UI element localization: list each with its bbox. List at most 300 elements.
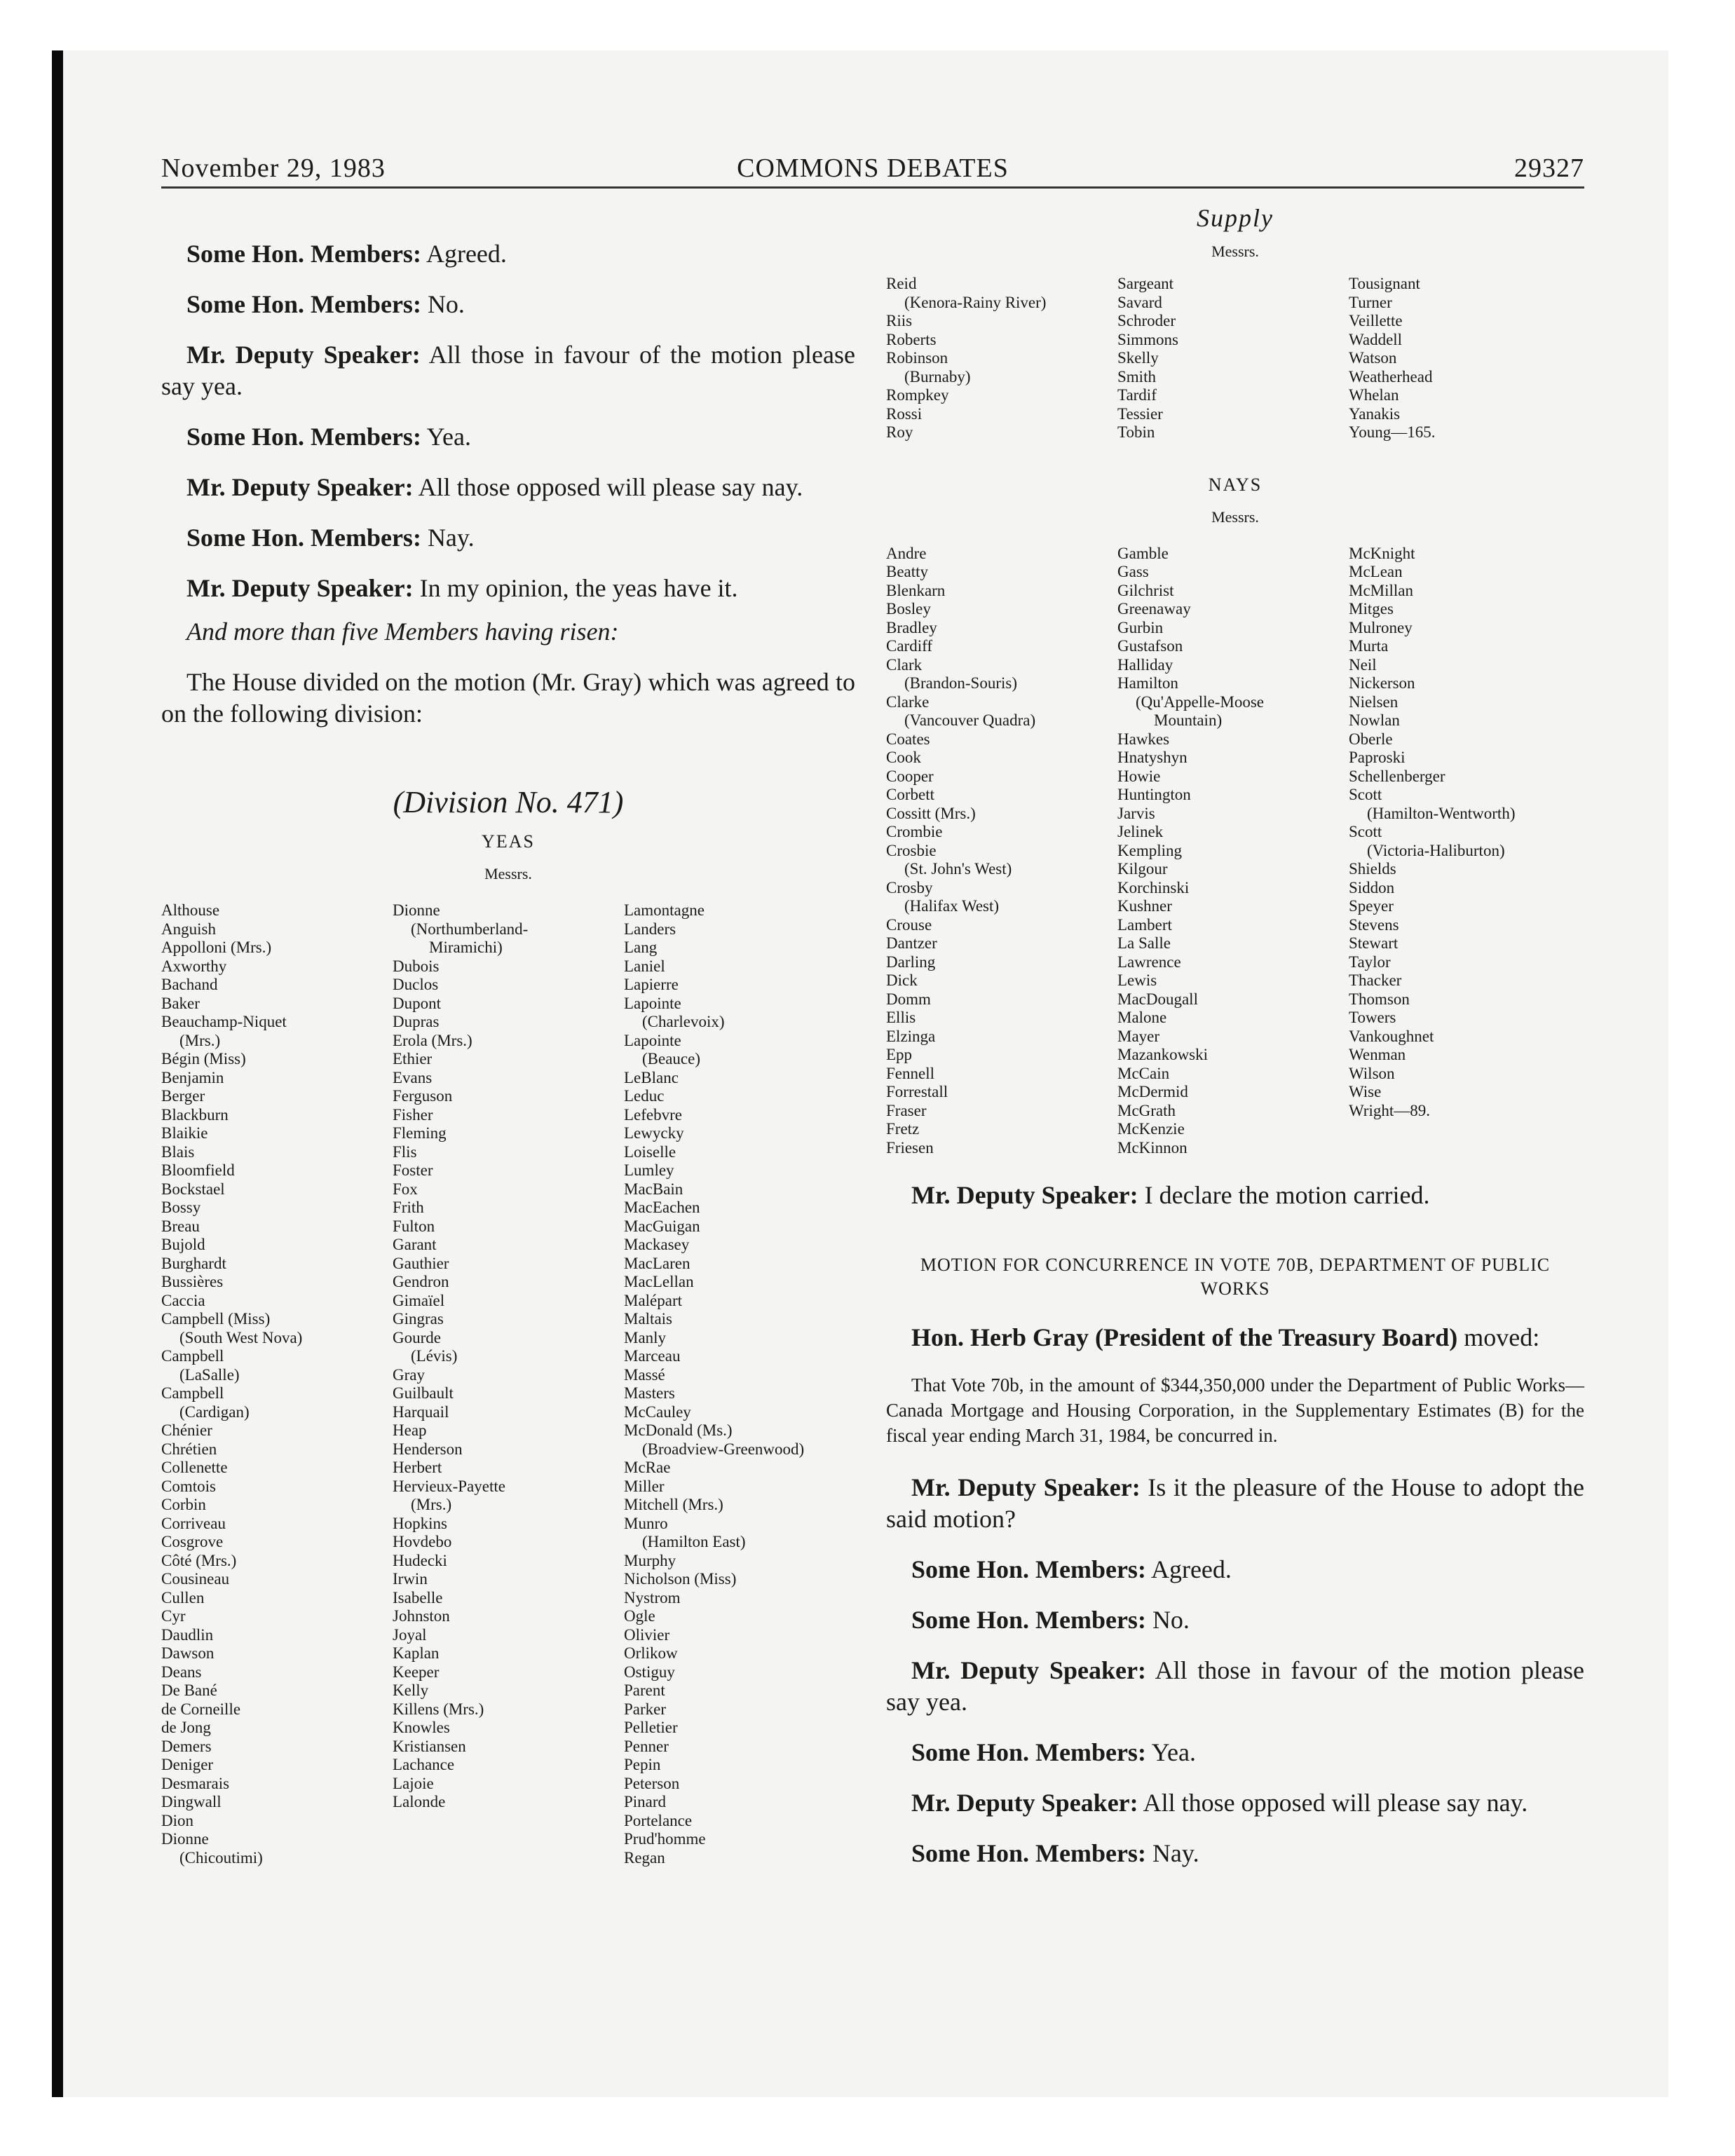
speaker-name: Mr. Deputy Speaker: <box>911 1181 1138 1209</box>
yeas-column-3 <box>624 901 855 1867</box>
member-name: Kaplan <box>393 1644 440 1662</box>
member-name: Beauchamp-Niquet <box>161 1013 287 1030</box>
member-name: Massé <box>624 1365 665 1384</box>
speech-paragraph <box>161 339 855 402</box>
member-name: Herbert <box>393 1459 442 1476</box>
member-name: Killens (Mrs.) <box>393 1700 484 1718</box>
speaker-name: Some Hon. Members: <box>186 290 421 318</box>
member-name: Mayer <box>1117 1027 1160 1045</box>
member-name: Gustafson <box>1117 637 1183 655</box>
member-name: Campbell <box>161 1384 224 1402</box>
member-name: Nystrom <box>624 1588 681 1606</box>
messrs-label: Messrs. <box>1211 507 1259 526</box>
member-name: Wenman <box>1349 1046 1406 1063</box>
member-name: Taylor <box>1349 953 1391 971</box>
member-name: Olivier <box>624 1625 670 1644</box>
member-name: Huntington <box>1117 786 1191 803</box>
stage-direction: And more than five Members having risen: <box>186 618 619 646</box>
member-name: Forrestall <box>886 1083 948 1100</box>
member-name: Gilchrist <box>1117 581 1174 599</box>
member-name: Cooper <box>886 767 934 785</box>
yeas-heading: YEAS <box>482 831 535 852</box>
member-name: Halliday <box>1117 655 1173 674</box>
speech-text: All those opposed will please say nay. <box>1138 1789 1528 1817</box>
member-name: Gauthier <box>393 1254 449 1272</box>
member-name: (Beauce) <box>642 1050 700 1067</box>
speech-paragraph <box>161 522 855 554</box>
speaker-name: Hon. Herb Gray (President of the Treasury Board) <box>911 1323 1458 1351</box>
member-name: Bujold <box>161 1236 205 1253</box>
member-name: Korchinski <box>1117 878 1190 896</box>
member-name: Hervieux-Payette <box>393 1477 505 1495</box>
speech-text: All those opposed will please say nay. <box>413 473 803 501</box>
member-name: Nickerson <box>1349 674 1415 692</box>
member-name: Bossy <box>161 1199 201 1216</box>
member-name: Burghardt <box>161 1254 226 1272</box>
member-name: LeBlanc <box>624 1068 679 1086</box>
speech-paragraph <box>161 421 855 453</box>
member-name: De Bané <box>161 1681 217 1699</box>
member-name: Leduc <box>624 1087 665 1105</box>
yeas-column-1 <box>161 901 393 1867</box>
messrs-label: Messrs. <box>484 865 532 882</box>
member-name: Ostiguy <box>624 1663 675 1681</box>
yeas-continued-column-1 <box>886 275 1117 442</box>
member-name: (LaSalle) <box>179 1365 240 1384</box>
member-name: MacBain <box>624 1180 683 1198</box>
member-name: Blackburn <box>161 1105 229 1124</box>
member-name: Nielsen <box>1349 692 1399 711</box>
member-name: Neil <box>1349 655 1377 674</box>
member-name: Shields <box>1349 860 1396 878</box>
member-name: Breau <box>161 1217 200 1235</box>
member-name: Murta <box>1349 637 1389 655</box>
member-name: Evans <box>393 1068 433 1086</box>
member-name: Harquail <box>393 1403 449 1421</box>
member-name: Gray <box>393 1365 425 1384</box>
member-name: (St. John's West) <box>904 860 1012 878</box>
member-name: Fennell <box>886 1064 934 1082</box>
member-name: Lambert <box>1117 915 1172 934</box>
speech-paragraph <box>886 1604 1584 1636</box>
member-name: Fleming <box>393 1124 447 1142</box>
member-name: (Brandon-Souris) <box>904 674 1017 692</box>
speech-text: Nay. <box>1145 1839 1199 1867</box>
member-name: (Halifax West) <box>904 897 1000 915</box>
member-name: Knowles <box>393 1719 450 1736</box>
member-name: Crosbie <box>886 841 937 859</box>
member-name: Bussières <box>161 1273 224 1290</box>
member-name: (Northumberland- <box>411 920 529 938</box>
member-name: Dionne <box>161 1830 209 1848</box>
member-name: Cosgrove <box>161 1533 224 1550</box>
member-name: Beatty <box>886 563 929 580</box>
member-name: Kilgour <box>1117 860 1168 878</box>
member-name: Dupont <box>393 994 441 1012</box>
member-name: Jarvis <box>1117 804 1155 822</box>
member-name: Althouse <box>161 901 220 919</box>
member-name: MacDougall <box>1117 990 1198 1008</box>
member-name: (Hamilton-Wentworth) <box>1367 804 1516 822</box>
member-name: Whelan <box>1349 386 1399 404</box>
member-name: Axworthy <box>161 957 227 975</box>
member-name: (Chicoutimi) <box>179 1848 263 1867</box>
member-name: Lachance <box>393 1756 455 1773</box>
member-name: Rompkey <box>886 386 949 404</box>
member-name: Scott <box>1349 823 1382 840</box>
member-name: Hopkins <box>393 1514 447 1532</box>
member-name: Kempling <box>1117 841 1182 859</box>
member-name: Fox <box>393 1180 418 1198</box>
member-name: Flis <box>393 1142 417 1161</box>
member-name: Guilbault <box>393 1384 454 1402</box>
member-name: Schroder <box>1117 312 1176 329</box>
member-name: Ferguson <box>393 1087 453 1105</box>
member-name: Hamilton <box>1117 674 1178 692</box>
member-name: Marceau <box>624 1347 681 1365</box>
member-name: Robinson <box>886 349 948 367</box>
member-name: Darling <box>886 953 936 971</box>
member-name: Ellis <box>886 1009 916 1026</box>
member-name: (Kenora-Rainy River) <box>904 293 1047 311</box>
member-name: Tobin <box>1117 423 1155 441</box>
member-name: Mackasey <box>624 1236 690 1253</box>
member-name: MacGuigan <box>624 1217 700 1235</box>
member-name: Lajoie <box>393 1774 434 1792</box>
member-name: Hnatyshyn <box>1117 749 1188 766</box>
member-name: Heap <box>393 1421 427 1439</box>
speech-text: I declare the motion carried. <box>1138 1181 1430 1209</box>
division-title: (Division No. 471) <box>393 785 624 819</box>
member-name: Pepin <box>624 1756 661 1773</box>
member-name: Blais <box>161 1142 195 1161</box>
member-name: (Cardigan) <box>179 1403 250 1421</box>
member-name: de Jong <box>161 1719 211 1736</box>
yeas-continued-column-2 <box>1117 275 1349 442</box>
member-name: Lamontagne <box>624 901 705 919</box>
member-name: Mitges <box>1349 600 1394 618</box>
member-name: Gass <box>1117 563 1149 580</box>
member-name: McKenzie <box>1117 1120 1185 1138</box>
member-name: (Broadview-Greenwood) <box>642 1440 805 1458</box>
member-name: (Mrs.) <box>411 1496 452 1513</box>
member-name: Tardif <box>1117 386 1157 404</box>
nays-list <box>886 545 1584 1158</box>
member-name: Kristiansen <box>393 1737 466 1755</box>
member-name: Comtois <box>161 1477 216 1495</box>
member-name: Scott <box>1349 786 1382 803</box>
speech-paragraph <box>886 1838 1584 1869</box>
member-name: Campbell (Miss) <box>161 1310 271 1328</box>
speech-paragraph <box>161 238 855 270</box>
speech-text: moved: <box>1457 1323 1540 1351</box>
member-name: Paproski <box>1349 749 1406 766</box>
member-name: McCain <box>1117 1064 1170 1082</box>
nays-column-2 <box>1117 545 1349 1158</box>
member-name: (Qu'Appelle-Moose <box>1136 692 1264 711</box>
member-name: Lapointe <box>624 994 681 1012</box>
member-name: Rossi <box>886 404 923 423</box>
member-name: Dionne <box>393 901 440 919</box>
member-name: (South West Nova) <box>179 1328 303 1346</box>
member-name: Gurbin <box>1117 618 1164 636</box>
member-name: Côté (Mrs.) <box>161 1551 237 1569</box>
member-name: Cossitt (Mrs.) <box>886 804 976 822</box>
member-name: Stevens <box>1349 915 1399 934</box>
member-name: Erola (Mrs.) <box>393 1031 472 1049</box>
speaker-name: Mr. Deputy Speaker: <box>186 473 414 501</box>
nays-column-3 <box>1349 545 1580 1158</box>
member-name: Lang <box>624 939 658 956</box>
speaker-name: Mr. Deputy Speaker: <box>186 574 414 602</box>
yeas-column-2 <box>393 901 624 1867</box>
member-name: Bloomfield <box>161 1161 235 1179</box>
member-name: Miller <box>624 1477 665 1495</box>
member-name: Cullen <box>161 1588 205 1606</box>
member-name: Lapierre <box>624 976 679 993</box>
member-name: Keeper <box>393 1663 440 1681</box>
member-name: Lewis <box>1117 971 1157 989</box>
member-name: Lefebvre <box>624 1105 682 1124</box>
member-name: Demers <box>161 1737 212 1755</box>
member-name: Loiselle <box>624 1142 676 1161</box>
member-name: Riis <box>886 312 913 329</box>
member-name: Fulton <box>393 1217 435 1235</box>
member-name: Ogle <box>624 1607 655 1625</box>
member-name: McMillan <box>1349 581 1413 599</box>
member-name: Cardiff <box>886 637 933 655</box>
member-name: Roy <box>886 423 913 441</box>
right-column <box>886 203 1584 1888</box>
member-name: de Corneille <box>161 1700 241 1718</box>
member-name: Thomson <box>1349 990 1410 1008</box>
member-name: Reid <box>886 275 917 292</box>
member-name: Parker <box>624 1700 667 1718</box>
speaker-name: Mr. Deputy Speaker: <box>911 1789 1138 1817</box>
member-name: Portelance <box>624 1811 693 1829</box>
member-name: Benjamin <box>161 1068 224 1086</box>
member-name: Gamble <box>1117 544 1169 562</box>
member-name: Daudlin <box>161 1625 214 1644</box>
speaker-name: Some Hon. Members: <box>186 240 421 268</box>
member-name: Tessier <box>1117 404 1163 423</box>
member-name: Laniel <box>624 957 665 975</box>
member-name: Gingras <box>393 1310 444 1328</box>
member-name: Fraser <box>886 1101 927 1119</box>
member-name: Corbin <box>161 1496 206 1513</box>
speaker-name: Some Hon. Members: <box>911 1738 1146 1766</box>
member-name: McDermid <box>1117 1083 1188 1100</box>
member-name: Yanakis <box>1349 404 1401 423</box>
member-name: Weatherhead <box>1349 367 1433 386</box>
member-name: Landers <box>624 920 676 938</box>
member-name: Mitchell (Mrs.) <box>624 1496 723 1513</box>
member-name: Bockstael <box>161 1180 225 1198</box>
speech-paragraph <box>886 1180 1584 1211</box>
speech-text: Yea. <box>421 423 471 451</box>
member-name: Nowlan <box>1349 711 1400 729</box>
member-name: La Salle <box>1117 934 1171 952</box>
nays-column-1 <box>886 545 1117 1158</box>
member-name: (Lévis) <box>411 1347 458 1365</box>
member-name: Joyal <box>393 1625 427 1644</box>
speaker-name: Mr. Deputy Speaker: <box>186 341 421 369</box>
member-name: Greenaway <box>1117 600 1191 618</box>
member-name: Maltais <box>624 1310 672 1328</box>
member-name: Corbett <box>886 786 934 803</box>
member-name: Coates <box>886 730 930 748</box>
member-name: Manly <box>624 1328 667 1346</box>
member-name: Regan <box>624 1848 665 1867</box>
speech-text: Nay. <box>421 524 475 552</box>
member-name: MacEachen <box>624 1199 700 1216</box>
member-name: Lewycky <box>624 1124 684 1142</box>
motion-text: That Vote 70b, in the amount of $344,350,000 under the Department of Public Works—Canada Mortgage and Housing Corporation, in the Supplementary Estimates (B) for the fiscal year ending March 31, 1984, be concurred in. <box>886 1374 1584 1446</box>
member-name: Chrétien <box>161 1440 217 1458</box>
speech-text: Agreed. <box>421 240 507 268</box>
speech-text: Yea. <box>1145 1738 1196 1766</box>
member-name: Blaikie <box>161 1124 208 1142</box>
member-name: Duclos <box>393 976 439 993</box>
speech-paragraph <box>886 1472 1584 1535</box>
member-name: Cousineau <box>161 1570 230 1588</box>
member-name: Prud'homme <box>624 1830 706 1848</box>
member-name: Henderson <box>393 1440 463 1458</box>
member-name: Dick <box>886 971 918 989</box>
member-name: Collenette <box>161 1459 228 1476</box>
member-name: Young—165. <box>1349 423 1436 441</box>
member-name: Appolloni (Mrs.) <box>161 939 272 956</box>
member-name: Garant <box>393 1236 437 1253</box>
member-name: Lalonde <box>393 1793 446 1810</box>
member-name: Skelly <box>1117 349 1159 367</box>
member-name: Gendron <box>393 1273 449 1290</box>
member-name: McRae <box>624 1459 671 1476</box>
member-name: Schellenberger <box>1349 767 1445 785</box>
speech-paragraph <box>161 573 855 604</box>
member-name: Gimaïel <box>393 1291 445 1309</box>
yeas-continued-column-3 <box>1349 275 1580 442</box>
member-name: (Victoria-Haliburton) <box>1367 841 1505 859</box>
member-name: Crosby <box>886 878 933 896</box>
speaker-name: Some Hon. Members: <box>186 423 421 451</box>
member-name: Bradley <box>886 618 937 636</box>
header-date: November 29, 1983 <box>161 153 386 183</box>
member-name: Irwin <box>393 1570 428 1588</box>
member-name: Berger <box>161 1087 205 1105</box>
speech-text: All those in favour of the motion please say yea. <box>161 341 855 400</box>
member-name: Blenkarn <box>886 581 946 599</box>
member-name: Desmarais <box>161 1774 230 1792</box>
member-name: Lawrence <box>1117 953 1181 971</box>
member-name: Oberle <box>1349 730 1393 748</box>
member-name: Dingwall <box>161 1793 222 1810</box>
member-name: Savard <box>1117 293 1162 311</box>
page-header <box>161 153 1584 189</box>
member-name: Speyer <box>1349 897 1394 915</box>
member-name: Hawkes <box>1117 730 1170 748</box>
member-name: Pelletier <box>624 1719 678 1736</box>
member-name: (Hamilton East) <box>642 1533 746 1550</box>
member-name: (Vancouver Quadra) <box>904 711 1036 729</box>
member-name: Masters <box>624 1384 675 1402</box>
member-name: Howie <box>1117 767 1161 785</box>
member-name: Kelly <box>393 1681 429 1699</box>
member-name: Cook <box>886 749 921 766</box>
member-name: Crombie <box>886 823 943 840</box>
member-name: Parent <box>624 1681 665 1699</box>
member-name: Dawson <box>161 1644 215 1662</box>
speech-text: In my opinion, the yeas have it. <box>413 574 738 602</box>
left-column <box>161 238 855 1867</box>
member-name: (Charlevoix) <box>642 1013 725 1030</box>
member-name: Bégin (Miss) <box>161 1050 246 1067</box>
member-name: McCauley <box>624 1403 691 1421</box>
member-name: (Burnaby) <box>904 367 971 386</box>
member-name: Pinard <box>624 1793 667 1810</box>
member-name: Veillette <box>1349 312 1403 329</box>
member-name: Turner <box>1349 293 1392 311</box>
member-name: Jelinek <box>1117 823 1164 840</box>
member-name: Ethier <box>393 1050 433 1067</box>
member-name: Mulroney <box>1349 618 1413 636</box>
member-name: Clark <box>886 655 923 674</box>
member-name: Elzinga <box>886 1027 936 1045</box>
member-name: Kushner <box>1117 897 1172 915</box>
member-name: Dion <box>161 1811 193 1829</box>
member-name: Campbell <box>161 1347 224 1365</box>
member-name: Crouse <box>886 915 932 934</box>
member-name: McLean <box>1349 563 1403 580</box>
member-name: Vankoughnet <box>1349 1027 1434 1045</box>
member-name: Andre <box>886 544 927 562</box>
member-name: Waddell <box>1349 330 1403 348</box>
member-name: Malone <box>1117 1009 1167 1026</box>
member-name: Johnston <box>393 1607 450 1625</box>
member-name: Murphy <box>624 1551 676 1569</box>
speech-text: Agreed. <box>1145 1555 1232 1583</box>
member-name: Siddon <box>1349 878 1395 896</box>
yeas-list <box>161 901 855 1867</box>
speech-paragraph <box>161 289 855 320</box>
member-name: Sargeant <box>1117 275 1174 292</box>
member-name: Corriveau <box>161 1514 226 1532</box>
member-name: Peterson <box>624 1774 680 1792</box>
member-name: Mazankowski <box>1117 1046 1209 1063</box>
member-name: Gourde <box>393 1328 441 1346</box>
member-name: Lapointe <box>624 1031 681 1049</box>
speech-paragraph <box>886 1655 1584 1718</box>
member-name: Fretz <box>886 1120 920 1138</box>
member-name: Cyr <box>161 1607 186 1625</box>
speech-paragraph <box>161 472 855 503</box>
member-name: Dubois <box>393 957 440 975</box>
member-name: Wise <box>1349 1083 1382 1100</box>
speaker-name: Some Hon. Members: <box>911 1555 1146 1583</box>
speech-text: All those in favour of the motion please say yea. <box>886 1656 1585 1716</box>
speaker-name: Mr. Deputy Speaker: <box>911 1473 1141 1501</box>
member-name: McGrath <box>1117 1101 1176 1119</box>
member-name: Deniger <box>161 1756 214 1773</box>
member-name: Miramichi) <box>429 939 503 956</box>
header-title: COMMONS DEBATES <box>737 153 1009 183</box>
member-name: Thacker <box>1349 971 1402 989</box>
motion-moved <box>886 1322 1584 1353</box>
member-name: Wilson <box>1349 1064 1395 1082</box>
member-name: Nicholson (Miss) <box>624 1570 737 1588</box>
member-name: Hovdebo <box>393 1533 452 1550</box>
member-name: Munro <box>624 1514 668 1532</box>
